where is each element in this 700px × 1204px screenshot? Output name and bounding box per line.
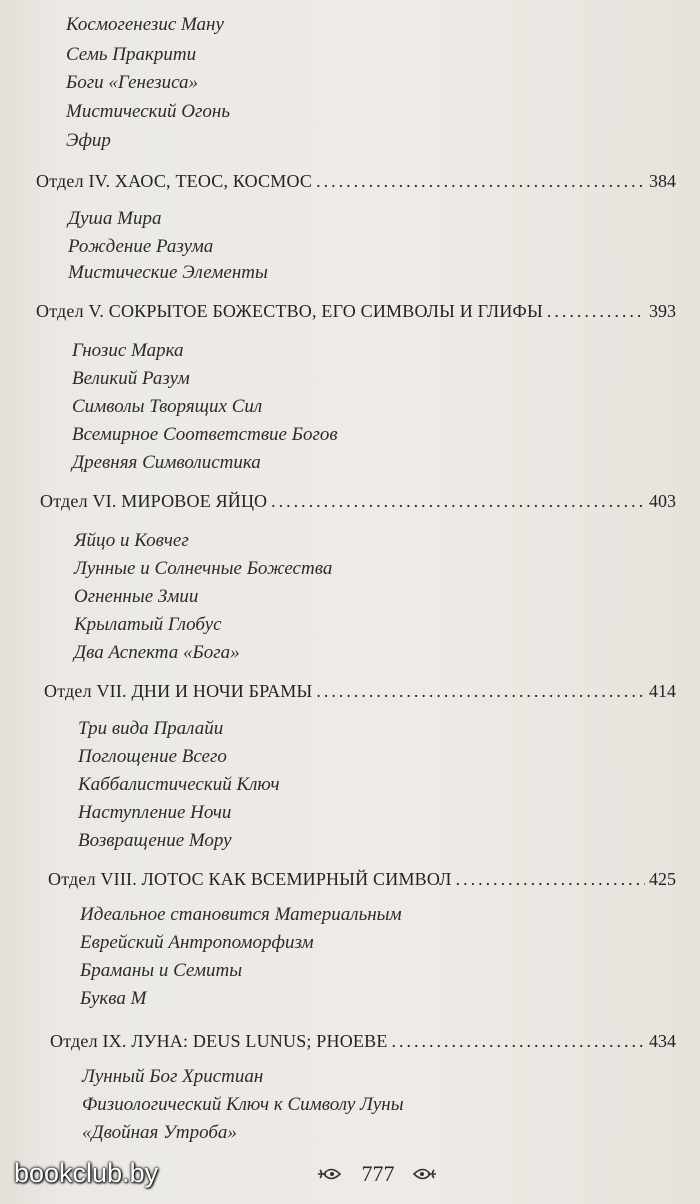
toc-subitem: Семь Пракрити	[66, 44, 197, 65]
toc-page-number: 434	[649, 1031, 676, 1051]
toc-subitem: Поглощение Всего	[78, 746, 227, 767]
toc-page-number: 425	[649, 869, 676, 889]
toc-subitem: Наступление Ночи	[78, 802, 232, 823]
toc-subitem: Возвращение Мору	[78, 830, 232, 851]
toc-section-title: Отдел VIII. ЛОТОС КАК ВСЕМИРНЫЙ СИМВОЛ	[48, 869, 452, 889]
leader-dots	[547, 300, 645, 322]
toc-subitem: Огненные Змии	[74, 586, 199, 607]
toc-page-number: 403	[649, 491, 676, 511]
toc-subitem: Физиологический Ключ к Символу Луны	[82, 1094, 404, 1115]
toc-page-number: 414	[649, 681, 676, 701]
toc-subitem: Яйцо и Ковчег	[74, 530, 189, 551]
toc-subitem: Мистические Элементы	[68, 262, 268, 283]
watermark: bookclub.by	[14, 1158, 159, 1188]
toc-section-title: Отдел IX. ЛУНА: DEUS LUNUS; PHOEBE	[50, 1031, 388, 1051]
toc-subitem: Космогенезис Ману	[66, 14, 224, 35]
toc-subitem: Буква М	[80, 988, 147, 1009]
toc-page-number: 384	[649, 171, 676, 191]
toc-subitem: Эфир	[66, 130, 111, 151]
toc-subitem: Каббалистический Ключ	[78, 774, 280, 795]
toc-subitem: Еврейский Антропоморфизм	[80, 932, 314, 953]
toc-subitem: Символы Творящих Сил	[72, 396, 263, 417]
toc-page-number: 393	[649, 301, 676, 321]
toc-subitem: Лунный Бог Христиан	[82, 1066, 264, 1087]
page-number: 777	[361, 1161, 395, 1186]
toc-subitem: Гнозис Марка	[72, 340, 184, 361]
toc-subitem: Мистический Огонь	[66, 101, 231, 122]
toc-section	[44, 680, 676, 702]
leader-dots	[316, 170, 645, 192]
toc-subitem: Лунные и Солнечные Божества	[74, 558, 333, 579]
toc-section	[50, 1030, 676, 1052]
toc-section-title: Отдел VI. МИРОВОЕ ЯЙЦО	[40, 491, 268, 511]
toc-subitem: Три вида Пралайи	[78, 718, 224, 739]
leader-dots	[456, 868, 645, 890]
toc-section-title: Отдел V. СОКРЫТОЕ БОЖЕСТВО, ЕГО СИМВОЛЫ И ГЛИФЫ	[36, 301, 543, 321]
toc-subitem: Браманы и Семиты	[80, 960, 243, 981]
toc-section	[36, 170, 676, 192]
toc-section-title: Отдел IV. ХАОС, ТЕОС, КОСМОС	[36, 171, 313, 191]
toc-subitem: Всемирное Соответствие Богов	[72, 424, 338, 445]
toc-subitem: Душа Мира	[68, 208, 162, 229]
leader-dots	[271, 490, 645, 512]
leader-dots	[392, 1030, 645, 1052]
toc-subitem: «Двойная Утроба»	[82, 1122, 237, 1143]
toc-subitem: Великий Разум	[72, 368, 190, 389]
toc-section-title: Отдел VII. ДНИ И НОЧИ БРАМЫ	[44, 681, 313, 701]
toc-section	[36, 300, 676, 322]
toc-section	[40, 490, 676, 512]
toc-subitem: Крылатый Глобус	[74, 614, 222, 635]
leader-dots	[316, 680, 645, 702]
toc-subitem: Древняя Символистика	[72, 452, 261, 473]
toc-subitem: Боги «Генезиса»	[66, 72, 199, 93]
toc-section	[48, 868, 676, 890]
toc-subitem: Рождение Разума	[68, 236, 214, 257]
toc-subitem: Два Аспекта «Бога»	[74, 642, 240, 663]
toc-subitem: Идеальное становится Материальным	[80, 904, 402, 925]
right-ornament-icon	[412, 1166, 438, 1182]
